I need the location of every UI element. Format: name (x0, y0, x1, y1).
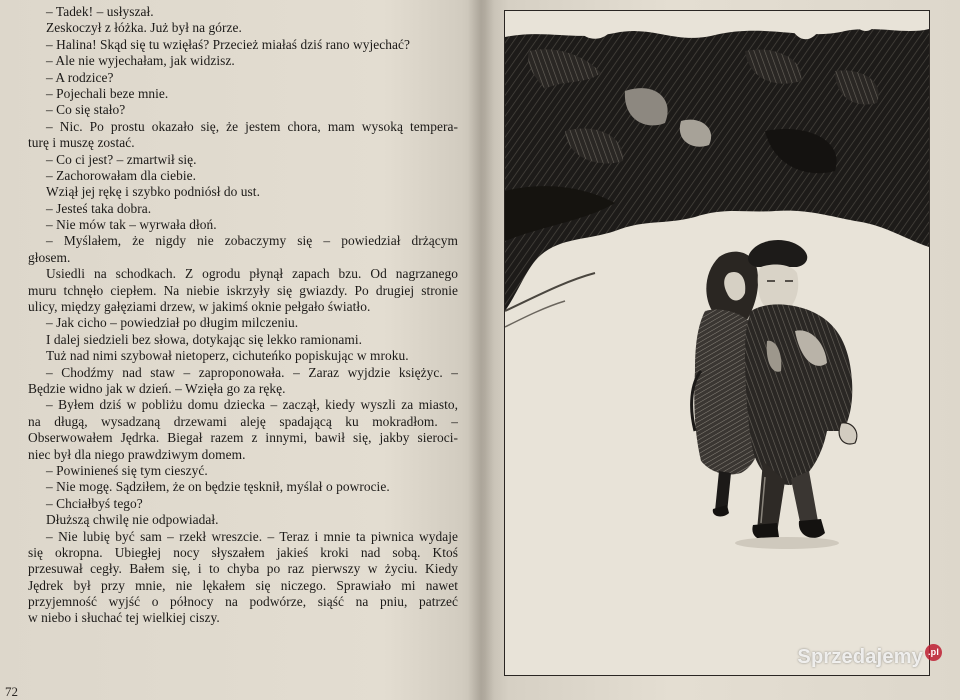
page-number: 72 (5, 684, 18, 699)
text-line: niec był dla niego prawdziwym domem. (28, 446, 246, 462)
text-line: w niebo i słuchać tej wielkiej ciszy. (28, 610, 220, 626)
text-line: – Pojechali beze mnie. (46, 85, 169, 101)
text-line: przesuwał cegły. Bałem się, i to chyba po raz pierwszy w życiu. Kiedy (28, 561, 458, 577)
watermark-badge: .pl (925, 644, 942, 661)
text-line: – Chodźmy nad staw – zaproponowała. – Zaraz wyjdzie księżyc. – (46, 364, 458, 380)
text-line: – Byłem dziś w pobliżu domu dziecka – zaczął, kiedy wyszli za miasto, (46, 397, 458, 413)
text-line: – Jak cicho – powiedział po długim milczeniu. (46, 315, 299, 331)
text-line: Tuż nad nimi szybował nietoperz, cichuteńko popiskując w mroku. (46, 348, 409, 364)
illustration (504, 10, 930, 676)
story-text (28, 4, 458, 627)
text-line: I dalej siedzieli bez słowa, dotykając się lekko ramionami. (46, 331, 363, 347)
text-line: – Tadek! – usłyszał. (46, 4, 154, 19)
text-line: muru tchnęło ciepłem. Na niebie iskrzyły się gwiazdy. Po drugiej stronie (28, 282, 458, 298)
text-line: głosem. (28, 249, 71, 265)
text-line: – Powinieneś się tym cieszyć. (46, 462, 208, 478)
text-line: – Co się stało? (46, 102, 126, 118)
text-line: – Halina! Skąd się tu wzięłaś? Przecież miałaś dziś rano wyjechać? (46, 36, 410, 52)
text-line: – Co ci jest? – zmartwił się. (46, 151, 197, 167)
text-line: – Nie lubię być sam – rzekł wreszcie. – Teraz i mnie ta piwnica wydaje (46, 528, 458, 544)
text-line: Jędrek był przy mnie, nie lękałem się niczego. Sprawiało mi nawet (28, 577, 458, 593)
text-line: – Ale nie wyjechałam, jak widzisz. (46, 53, 235, 69)
text-line: turę i muszę zostać. (28, 135, 135, 151)
text-line: Wziął jej rękę i szybko podniósł do ust. (46, 184, 260, 200)
text-line: – Nie mów tak – wyrwała dłoń. (46, 217, 217, 233)
text-line: Będzie widno jak w dzień. – Wzięła go za rękę. (28, 380, 286, 396)
text-line: na długą, wysadzaną drzewami aleję spadającą ku mokradłom. – (28, 413, 458, 429)
text-line: – A rodzice? (46, 69, 114, 85)
text-line: Dłuższą chwilę nie odpowiadał. (46, 512, 219, 528)
text-line: przyjemność wyjść o północy na podwórze, siąść na pniu, patrzeć (28, 594, 458, 610)
text-line: Obserwowałem Jędrka. Biegał razem z innymi, bawił się, jakby sieroci- (28, 430, 458, 446)
text-line: – Chciałbyś tego? (46, 495, 143, 511)
text-line: ulicy, między gałęziami drzew, w jakimś oknie pełgało światło. (28, 299, 371, 315)
text-line: – Nie mogę. Sądziłem, że on będzie tęsknił, myślał o powrocie. (46, 479, 390, 495)
right-page (484, 0, 960, 700)
watermark-text: Sprzedajemy (797, 646, 923, 668)
watermark-logo (797, 646, 942, 669)
text-line: Zeskoczył z łóżka. Już był na górze. (46, 20, 242, 36)
text-line: Usiedli na schodkach. Z ogrodu płynął zapach bzu. Od nagrzanego (46, 266, 458, 282)
text-line: się okropna. Ubiegłej nocy słyszałem jakieś kroki nad sobą. Ktoś (28, 544, 458, 560)
illustration-drawing (505, 11, 929, 675)
text-line: – Zachorowałam dla ciebie. (46, 167, 197, 183)
text-line: – Nic. Po prostu okazało się, że jestem chora, mam wysoką tempera- (46, 118, 458, 134)
text-line: – Myślałem, że nigdy nie zobaczymy się – powiedział drżącym (46, 233, 458, 249)
text-line: – Jesteś taka dobra. (46, 200, 152, 216)
